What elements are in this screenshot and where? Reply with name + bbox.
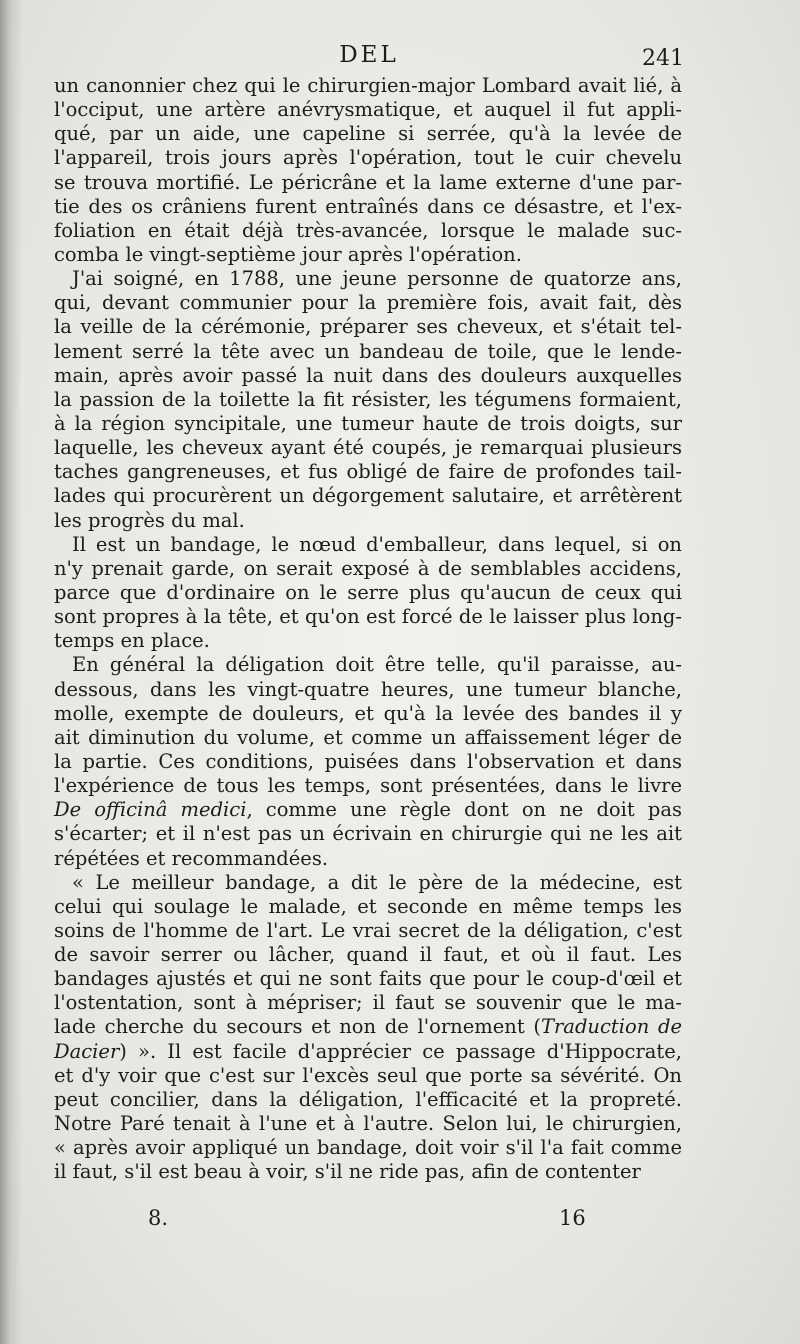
text-line: « après avoir appliqué un bandage, doit voir s'il l'a fait comme [54, 1136, 682, 1160]
text-line: temps en place. [54, 629, 210, 653]
text-line: « Le meilleur bandage, a dit le père de la médecine, est [72, 870, 682, 894]
paragraph [54, 533, 682, 654]
paragraph [54, 653, 682, 870]
italic-title: De officinâ medici [54, 798, 247, 822]
text-line: molle, exempte de douleurs, et qu'à la levée des bandes il y [54, 701, 682, 725]
text-line: comba le vingt-septième jour après l'opération. [54, 242, 522, 266]
page-footer [54, 1206, 682, 1236]
text-line: foliation en était déjà très-avancée, lorsque le malade suc- [54, 218, 682, 242]
signature-mark: 8. [148, 1206, 169, 1230]
paragraph [54, 74, 682, 267]
paragraph [54, 871, 682, 1185]
text-line: soins de l'homme de l'art. Le vrai secret de la déligation, c'est [54, 918, 682, 942]
text-line: J'ai soigné, en 1788, une jeune personne de quatorze ans, [72, 267, 682, 291]
text-line: un canonnier chez qui le chirurgien-major Lombard avait lié, à [54, 74, 682, 97]
text-line: qui, devant communier pour la première fois, avait fait, dès [54, 291, 682, 315]
text-line: ait diminution du volume, et comme un affaissement léger de [54, 725, 682, 749]
text-line: se trouva mortifié. Le péricrâne et la lame externe d'une par- [54, 170, 682, 194]
text-line: la partie. Ces conditions, puisées dans l'observation et dans [54, 749, 682, 773]
body-text [54, 74, 682, 1184]
text-line: dessous, dans les vingt-quatre heures, une tumeur blanche, [54, 677, 682, 701]
paragraph [54, 267, 682, 533]
text-line: lement serré la tête avec un bandeau de toile, que le lende- [54, 339, 682, 363]
text-line: qué, par un aide, une capeline si serrée, qu'à la levée de [54, 122, 682, 146]
text-line: sont propres à la tête, et qu'on est forcé de le laisser plus long- [54, 605, 682, 629]
text-line: Dacier) ». Il est facile d'apprécier ce passage d'Hippocrate, [54, 1039, 682, 1063]
text-line: les progrès du mal. [54, 508, 245, 532]
binding-gutter-shadow [0, 0, 22, 1344]
text-line: peut concilier, dans la déligation, l'efficacité et la propreté. [54, 1087, 682, 1111]
text-line: la veille de la cérémonie, préparer ses cheveux, et s'était tel- [54, 315, 682, 339]
italic-title: Traduction de [540, 1015, 682, 1039]
text-line: bandages ajustés et qui ne sont faits que pour le coup-d'œil et [54, 967, 682, 991]
page-header [54, 38, 684, 72]
italic-title: Dacier [54, 1039, 120, 1063]
text-line: n'y prenait garde, on serait exposé à de semblables accidens, [54, 556, 682, 580]
text-line: De officinâ medici, comme une règle dont on ne doit pas [54, 798, 682, 822]
text-line: parce que d'ordinaire on le serre plus qu'aucun de ceux qui [54, 580, 682, 604]
text-line: En général la déligation doit être telle, qu'il paraisse, au- [72, 653, 682, 677]
text-line: main, après avoir passé la nuit dans des douleurs auxquelles [54, 363, 682, 387]
text-line: Il est un bandage, le nœud d'emballeur, dans lequel, si on [72, 532, 682, 556]
text-line: Notre Paré tenait à l'une et à l'autre. Selon lui, le chirurgien, [54, 1112, 682, 1136]
running-head: DEL [339, 42, 399, 68]
text-line: tie des os crâniens furent entraînés dans ce désastre, et l'ex- [54, 194, 682, 218]
text-line: à la région syncipitale, une tumeur haute de trois doigts, sur [54, 411, 682, 435]
text-line: taches gangreneuses, et fus obligé de faire de profondes tail- [54, 460, 682, 484]
text-line: et d'y voir que c'est sur l'excès seul que porte sa sévérité. On [54, 1063, 682, 1087]
text-line: l'ostentation, sont à mépriser; il faut se souvenir que le ma- [54, 991, 682, 1015]
text-line: laquelle, les cheveux ayant été coupés, je remarquai plusieurs [54, 436, 682, 460]
text-line: lade cherche du secours et non de l'ornement (Traduction de [54, 1015, 682, 1039]
text-line: s'écarter; et il n'est pas un écrivain en chirurgie qui ne les ait [54, 822, 682, 846]
text-line: il faut, s'il est beau à voir, s'il ne ride pas, afin de contenter [54, 1160, 641, 1184]
text-line: de savoir serrer ou lâcher, quand il faut, et où il faut. Les [54, 943, 682, 967]
text-line: l'appareil, trois jours après l'opération, tout le cuir chevelu [54, 146, 682, 170]
text-line: l'expérience de tous les temps, sont présentées, dans le livre [54, 774, 682, 798]
catchword: 16 [559, 1206, 586, 1230]
text-line: l'occiput, une artère anévrysmatique, et auquel il fut appli- [54, 98, 682, 122]
text-line: répétées et recommandées. [54, 846, 329, 870]
text-line: celui qui soulage le malade, et seconde en même temps les [54, 894, 682, 918]
page-number: 241 [642, 46, 684, 71]
text-line: la passion de la toilette la fit résister, les tégumens formaient, [54, 387, 682, 411]
text-line: lades qui procurèrent un dégorgement salutaire, et arrêtèrent [54, 484, 682, 508]
